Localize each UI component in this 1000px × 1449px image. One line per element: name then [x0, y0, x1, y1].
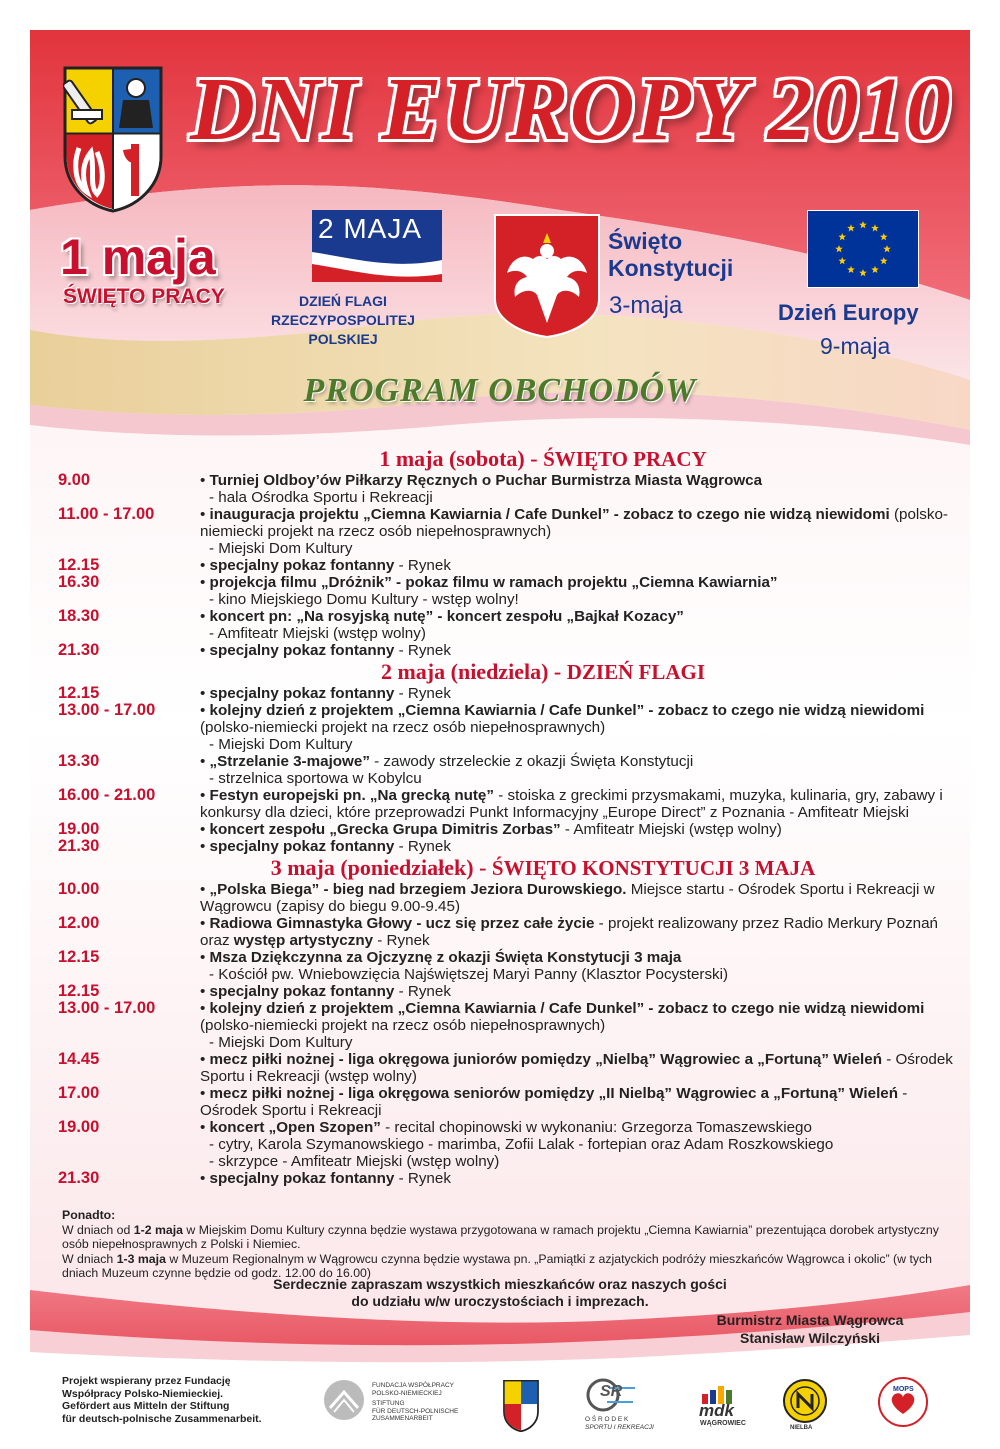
- event-location: - hala Ośrodka Sportu i Rekreacji: [209, 489, 433, 506]
- bullet-icon: •: [200, 642, 210, 659]
- event-row: [58, 787, 958, 821]
- event-row: [58, 1170, 958, 1187]
- event-description: [200, 702, 958, 753]
- day-name: ŚWIĘTO KONSTYTUCJI 3 MAJA: [491, 856, 816, 880]
- event-detail: - Rynek: [394, 642, 451, 659]
- event-description: [200, 506, 958, 557]
- event-description: [200, 1000, 958, 1051]
- event-location: - Miejski Dom Kultury: [209, 1034, 353, 1051]
- may2-caption: [248, 292, 438, 349]
- event-row: [58, 881, 958, 915]
- event-title: kolejny dzień z projektem „Ciemna Kawiarnia / Cafe Dunkel” - zobacz to czego nie widzą niewidomi: [209, 1000, 925, 1017]
- bullet-icon: •: [200, 1051, 210, 1068]
- event-location: - Amfiteatr Miejski (wstęp wolny): [209, 625, 426, 642]
- city-coat-of-arms-icon: [63, 66, 163, 213]
- bullet-icon: •: [200, 1000, 210, 1017]
- event-detail: (polsko-niemiecki projekt na rzecz osób niepełnosprawnych): [200, 506, 948, 540]
- event-time: 16.00 - 21.00: [58, 786, 156, 804]
- polish-eagle-icon: [493, 213, 601, 339]
- event-description: [200, 608, 958, 642]
- bullet-icon: •: [200, 915, 210, 932]
- event-time: 12.15: [58, 948, 100, 966]
- sponsor-line: Gefördert aus Mitteln der Stiftung: [62, 1400, 230, 1412]
- bullet-icon: •: [200, 821, 210, 838]
- bullet-icon: •: [200, 787, 210, 804]
- event-description: [200, 472, 958, 506]
- event-detail: - Ośrodek Sportu i Rekreacji: [200, 1085, 908, 1119]
- bullet-icon: •: [200, 753, 210, 770]
- event-description: [200, 838, 958, 855]
- event-time: 17.00: [58, 1084, 100, 1102]
- event-location: - strzelnica sportowa w Kobylcu: [209, 770, 422, 787]
- event-row: [58, 1051, 958, 1085]
- day-name: DZIEŃ FLAGI: [566, 660, 705, 684]
- nielba-logo-icon: [782, 1378, 828, 1424]
- event-time: 9.00: [58, 471, 91, 489]
- event-title: Turniej Oldboy’ów Piłkarzy Ręcznych o Puchar Burmistrza Miasta Wągrowca: [209, 472, 763, 489]
- mdk-logo-subtext: WĄGROWIEC: [700, 1420, 746, 1427]
- bullet-icon: •: [200, 608, 210, 625]
- osir-logo-mark: SR: [600, 1383, 623, 1400]
- sponsor-line: Projekt wspierany przez Fundację: [62, 1375, 231, 1387]
- osir-logo-text: O Ś R O D E K: [585, 1416, 629, 1423]
- event-description: [200, 949, 958, 983]
- day-heading: [58, 446, 958, 472]
- fwpn-line: ZUSAMMENARBEIT: [372, 1415, 433, 1422]
- invitation-line: do udziału w/w uroczystościach i imprezach.: [351, 1293, 649, 1309]
- event-description: [200, 557, 958, 574]
- event-time: 21.30: [58, 1169, 100, 1187]
- may3-title: [608, 228, 733, 282]
- nielba-logo-text: NIELBA: [790, 1425, 813, 1431]
- event-time: 12.00: [58, 914, 100, 932]
- event-title: występ artystyczny: [233, 932, 374, 949]
- event-description: [200, 642, 958, 659]
- event-row: [58, 1085, 958, 1119]
- event-title: Radiowa Gimnastyka Głowy - ucz się przez całe życie: [209, 915, 595, 932]
- event-detail: - zawody strzeleckie z okazji Święta Konstytucji: [369, 753, 694, 770]
- sponsor-note: [62, 1375, 302, 1425]
- event-title: koncert pn: „Na rosyjską nutę” - koncert zespołu „Bajkał Kozacy”: [209, 608, 684, 625]
- event-description: [200, 915, 958, 949]
- event-time: 16.30: [58, 573, 100, 591]
- may3-date: 3-maja: [609, 292, 683, 319]
- event-detail: - projekt realizowany przez Radio Merkury Poznań oraz: [200, 915, 939, 949]
- note-text: w Muzeum Regionalnym w Wągrowcu czynna będzie wystawa pn. „Pamiątki z azjatyckich podróży mieszkańców Wągrowca i okolic” (w tych dniach Muzeum czynne będzie od godz. 12.00 do 16.00): [62, 1251, 932, 1280]
- event-detail: - Rynek: [394, 983, 451, 1000]
- event-description: [200, 1085, 958, 1119]
- event-row: [58, 702, 958, 753]
- day-date: 1 maja (sobota) -: [379, 446, 544, 471]
- bullet-icon: •: [200, 574, 210, 591]
- sponsor-line: Współpracy Polsko-Niemieckiej.: [62, 1387, 224, 1400]
- program-title: PROGRAM OBCHODÓW: [303, 372, 697, 409]
- event-title: mecz piłki nożnej - liga okręgowa juniorów pomiędzy „Nielbą” Wągrowiec a „Fortuną” Wieleń: [209, 1051, 882, 1068]
- event-time: 11.00 - 17.00: [58, 505, 155, 523]
- event-detail: - Rynek: [394, 838, 451, 855]
- may3-line1: Święto: [608, 228, 683, 254]
- may2-badge: 2 MAJA: [318, 213, 423, 244]
- event-description: [200, 1170, 958, 1187]
- event-time: 12.15: [58, 684, 100, 702]
- signature: [680, 1311, 940, 1347]
- event-time: 13.00 - 17.00: [58, 701, 156, 719]
- event-description: [200, 1051, 958, 1085]
- event-description: [200, 574, 958, 608]
- event-description: [200, 821, 958, 838]
- day-name: ŚWIĘTO PRACY: [543, 447, 707, 471]
- event-detail: - Amfiteatr Miejski (wstęp wolny): [560, 821, 782, 838]
- event-detail: - Rynek: [394, 557, 451, 574]
- day-date: 3 maja (poniedziałek) -: [270, 855, 492, 880]
- event-location: - Miejski Dom Kultury: [209, 540, 353, 557]
- event-time: 10.00: [58, 880, 100, 898]
- event-location: - skrzypce - Amfiteatr Miejski (wstęp wolny): [209, 1153, 500, 1170]
- signature-title: Burmistrz Miasta Wągrowca: [716, 1312, 904, 1328]
- sponsor-line: für deutsch-polnische Zusammenarbeit.: [62, 1412, 262, 1425]
- event-title: specjalny pokaz fontanny: [209, 685, 395, 702]
- event-location: - Miejski Dom Kultury: [209, 736, 353, 753]
- may9-date: 9-maja: [820, 333, 891, 359]
- note-text: w Miejskim Domu Kultury czynna będzie wystawa przygotowana w ramach projektu „Ciemna Kawiarnia” prezentująca dorobek artystyczny osób niepełnosprawnych z Polski i Niemiec.: [62, 1222, 939, 1251]
- event-time: 14.45: [58, 1050, 100, 1068]
- event-description: [200, 685, 958, 702]
- event-time: 19.00: [58, 1118, 100, 1136]
- bullet-icon: •: [200, 1170, 210, 1187]
- event-title: projekcja filmu „Dróżnik” - pokaz filmu w ramach projektu „Ciemna Kawiarnia”: [209, 574, 778, 591]
- event-title: koncert „Open Szopen”: [209, 1119, 381, 1136]
- event-title: „Strzelanie 3-majowe”: [209, 753, 370, 770]
- poster-title: DNI EUROPY 2010: [190, 60, 952, 159]
- may2-caption-line: DZIEŃ FLAGI: [299, 293, 387, 309]
- event-detail: - recital chopinowski w wykonaniu: Grzegorza Tomaszewskiego: [380, 1119, 812, 1136]
- bullet-icon: •: [200, 702, 210, 719]
- event-row: [58, 915, 958, 949]
- fwpn-line: FUNDACJA WSPÓŁPRACY: [372, 1382, 454, 1389]
- bullet-icon: •: [200, 685, 210, 702]
- fwpn-logo-text: [372, 1382, 492, 1423]
- event-title: Festyn europejski pn. „Na grecką nutę”: [209, 787, 494, 804]
- bullet-icon: •: [200, 506, 210, 523]
- bullet-icon: •: [200, 1085, 210, 1102]
- bullet-icon: •: [200, 557, 210, 574]
- schedule: [58, 446, 958, 1187]
- bullet-icon: •: [200, 472, 210, 489]
- event-detail: (polsko-niemiecki projekt na rzecz osób niepełnosprawnych): [200, 1017, 606, 1034]
- may2-caption-line: POLSKIEJ: [308, 331, 378, 347]
- note-text: W dniach od: [62, 1222, 134, 1237]
- event-row: [58, 838, 958, 855]
- event-description: [200, 753, 958, 787]
- event-row: [58, 557, 958, 574]
- may2-caption-line: RZECZYPOSPOLITEJ: [271, 312, 415, 328]
- event-location: - Kościół pw. Wniebowzięcia Najświętszej Maryi Panny (Klasztor Pocysterski): [209, 966, 729, 983]
- signature-name: Stanisław Wilczyński: [740, 1330, 880, 1346]
- bullet-icon: •: [200, 881, 210, 898]
- city-coat-of-arms-small-icon: [503, 1380, 539, 1432]
- event-row: [58, 574, 958, 608]
- mdk-logo-text: mdk: [699, 1401, 734, 1420]
- event-title: Msza Dziękczynna za Ojczyznę z okazji Święta Konstytucji 3 maja: [209, 949, 682, 966]
- ponadto-label: [62, 1208, 942, 1223]
- may3-line2: Konstytucji: [608, 255, 734, 281]
- event-title: kolejny dzień z projektem „Ciemna Kawiarnia / Cafe Dunkel” - zobacz to czego nie widzą niewidomi: [209, 702, 925, 719]
- event-title: specjalny pokaz fontanny: [209, 642, 395, 659]
- event-time: 19.00: [58, 820, 100, 838]
- mops-logo-icon: [877, 1376, 929, 1428]
- event-time: 12.15: [58, 556, 100, 574]
- event-row: [58, 642, 958, 659]
- event-time: 21.30: [58, 837, 100, 855]
- event-description: [200, 881, 958, 915]
- event-row: [58, 1000, 958, 1051]
- event-location: - cytry, Karola Szymanowskiego - marimba, Zofii Lalak - fortepian oraz Adam Roszkowskiego: [209, 1136, 834, 1153]
- event-title: „Polska Biega” - bieg nad brzegiem Jeziora Durowskiego.: [209, 881, 627, 898]
- note-text: W dniach: [62, 1251, 117, 1266]
- osir-logo-subtext: SPORTU I REKREACJI: [585, 1424, 654, 1431]
- event-detail: - Ośrodek Sportu i Rekreacji (wstęp wolny): [200, 1051, 953, 1085]
- may9-title: Dzień Europy: [778, 300, 919, 325]
- event-row: [58, 1119, 958, 1170]
- event-row: [58, 949, 958, 983]
- event-description: [200, 983, 958, 1000]
- may1-heading: 1 maja: [60, 229, 216, 285]
- note-bold: 1-3 maja: [116, 1251, 166, 1266]
- footer-notes: [62, 1208, 942, 1281]
- event-row: [58, 685, 958, 702]
- event-title: specjalny pokaz fontanny: [209, 838, 395, 855]
- fwpn-line: FÜR DEUTSCH-POLNISCHE: [372, 1407, 459, 1415]
- fwpn-logo-icon: [322, 1378, 366, 1422]
- note-bold: 1-2 maja: [133, 1222, 183, 1237]
- event-time: 21.30: [58, 641, 100, 659]
- event-title: specjalny pokaz fontanny: [209, 557, 395, 574]
- event-row: [58, 821, 958, 838]
- bullet-icon: •: [200, 949, 210, 966]
- ponadto-text: Ponadto:: [62, 1208, 116, 1222]
- fwpn-line: POLSKO-NIEMIECKIEJ: [372, 1389, 442, 1397]
- bullet-icon: •: [200, 1119, 210, 1136]
- event-time: 13.00 - 17.00: [58, 999, 156, 1017]
- day-heading: [58, 855, 958, 881]
- event-detail: (polsko-niemiecki projekt na rzecz osób niepełnosprawnych): [200, 719, 606, 736]
- event-time: 18.30: [58, 607, 100, 625]
- event-location: - kino Miejskiego Domu Kultury - wstęp wolny!: [209, 591, 519, 608]
- event-detail: Miejsce startu - Ośrodek Sportu i Rekreacji w Wągrowcu (zapisy do biegu 9.00-9.45): [200, 881, 935, 915]
- event-row: [58, 608, 958, 642]
- fwpn-line: STIFTUNG: [372, 1400, 405, 1407]
- event-row: [58, 983, 958, 1000]
- day-date: 2 maja (niedziela) -: [380, 659, 567, 684]
- event-detail: - stoiska z greckimi przysmakami, muzyka, kulinaria, gry, zabawy i konkursy dla dzieci, które przeprowadzi Punkt Informacyjny „Europe Direct” z Poznania - Amfiteatr Miejski: [200, 787, 943, 821]
- event-description: [200, 1119, 958, 1170]
- day-heading: [58, 659, 958, 685]
- event-row: [58, 753, 958, 787]
- event-title: koncert zespołu „Grecka Grupa Dimitris Zorbas”: [209, 821, 561, 838]
- event-time: 13.30: [58, 752, 100, 770]
- bullet-icon: •: [200, 838, 210, 855]
- event-row: [58, 506, 958, 557]
- event-detail: - Rynek: [394, 1170, 451, 1187]
- event-title: specjalny pokaz fontanny: [209, 1170, 395, 1187]
- event-detail: - Rynek: [394, 685, 451, 702]
- bullet-icon: •: [200, 983, 210, 1000]
- mops-logo-text: MOPS: [893, 1386, 914, 1393]
- event-row: [58, 472, 958, 506]
- invitation-line: Serdecznie zapraszam wszystkich mieszkańców oraz naszych gości: [273, 1276, 727, 1292]
- invitation: [0, 1276, 1000, 1310]
- footer-note: [62, 1223, 942, 1252]
- eu-flag-icon: [807, 210, 919, 288]
- event-title: inauguracja projektu „Ciemna Kawiarnia / Cafe Dunkel” - zobacz to czego nie widzą niewidomi: [209, 506, 890, 523]
- may1-subheading: ŚWIĘTO PRACY: [63, 285, 225, 308]
- event-title: specjalny pokaz fontanny: [209, 983, 395, 1000]
- event-detail: - Rynek: [373, 932, 430, 949]
- event-title: mecz piłki nożnej - liga okręgowa seniorów pomiędzy „II Nielbą” Wągrowiec a „Fortuną” Wieleń: [209, 1085, 899, 1102]
- event-time: 12.15: [58, 982, 100, 1000]
- event-description: [200, 787, 958, 821]
